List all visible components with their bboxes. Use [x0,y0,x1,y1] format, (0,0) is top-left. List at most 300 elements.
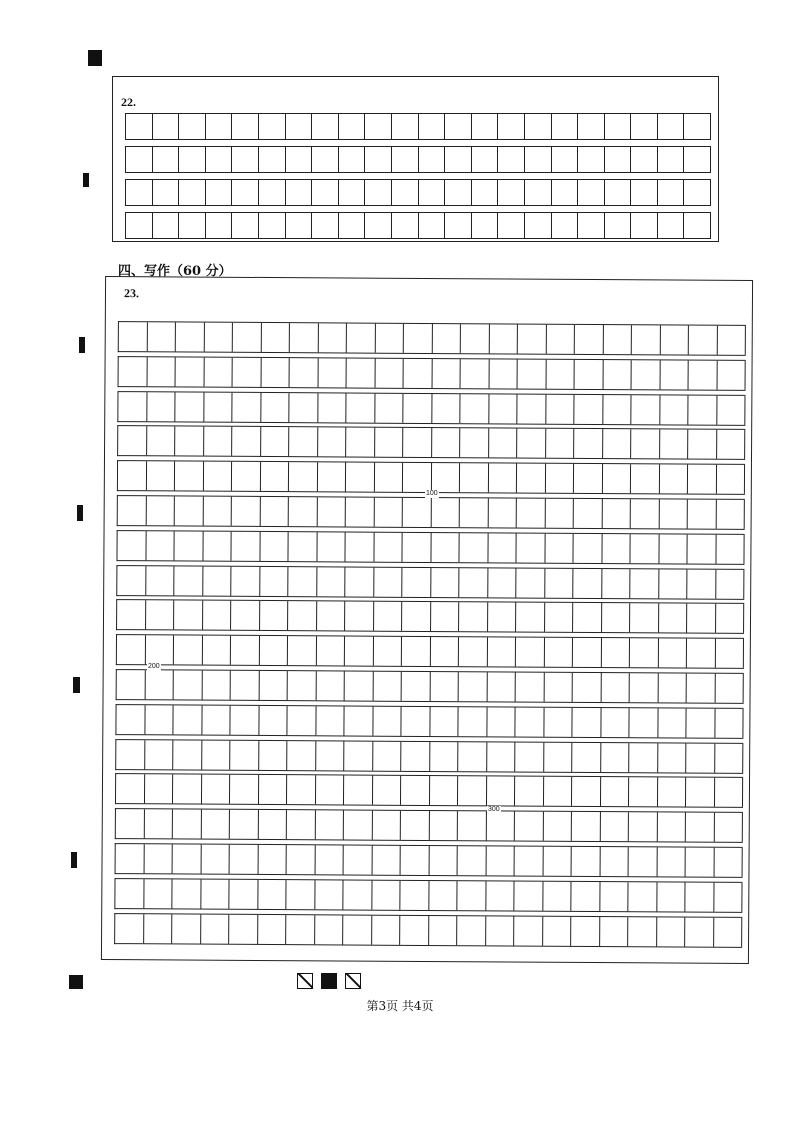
grid-cell[interactable] [545,499,574,528]
grid-cell[interactable] [605,114,632,139]
grid-cell[interactable] [603,360,632,389]
grid-cell[interactable] [116,844,145,873]
grid-cell[interactable] [343,915,372,944]
grid-cell[interactable] [204,357,233,386]
grid-cell[interactable] [173,810,202,839]
grid-cell[interactable] [175,496,204,525]
grid-cell[interactable] [231,601,260,630]
grid-cell[interactable] [457,881,486,910]
grid-cell[interactable] [488,603,517,632]
grid-cell[interactable] [602,603,631,632]
grid-cell[interactable] [419,180,446,205]
grid-cell[interactable] [574,394,603,423]
grid-cell[interactable] [119,357,148,386]
grid-cell[interactable] [459,672,488,701]
grid-cell[interactable] [602,464,631,493]
grid-cell[interactable] [146,461,175,490]
grid-cell[interactable] [346,393,375,422]
grid-cell[interactable] [118,426,147,455]
grid-cell[interactable] [714,848,743,877]
grid-cell[interactable] [660,325,689,354]
grid-cell[interactable] [687,604,716,633]
grid-cell[interactable] [118,496,147,525]
grid-cell[interactable] [600,917,629,946]
grid-cell[interactable] [316,671,345,700]
grid-cell[interactable] [259,180,286,205]
grid-cell[interactable] [339,213,366,238]
grid-cell[interactable] [288,567,317,596]
grid-cell[interactable] [174,531,203,560]
grid-cell[interactable] [515,847,544,876]
grid-cell[interactable] [392,180,419,205]
grid-cell[interactable] [317,532,346,561]
grid-cell[interactable] [543,847,572,876]
grid-cell[interactable] [403,393,432,422]
grid-cell[interactable] [631,147,658,172]
grid-cell[interactable] [687,569,716,598]
grid-cell[interactable] [117,670,146,699]
grid-cell[interactable] [403,498,432,527]
grid-cell[interactable] [202,705,231,734]
grid-cell[interactable] [374,532,403,561]
grid-cell[interactable] [315,915,344,944]
grid-cell[interactable] [543,777,572,806]
grid-cell[interactable] [660,430,689,459]
grid-cell[interactable] [147,427,176,456]
grid-cell[interactable] [460,463,489,492]
grid-cell[interactable] [260,601,289,630]
grid-cell[interactable] [515,742,544,771]
grid-cell[interactable] [288,602,317,631]
grid-cell[interactable] [630,673,659,702]
grid-cell[interactable] [173,775,202,804]
grid-cell[interactable] [545,568,574,597]
grid-cell[interactable] [345,637,374,666]
grid-cell[interactable] [515,777,544,806]
grid-cell[interactable] [286,880,315,909]
grid-cell[interactable] [572,742,601,771]
grid-cell[interactable] [403,463,432,492]
grid-cell[interactable] [286,114,313,139]
grid-cell[interactable] [605,147,632,172]
grid-cell[interactable] [631,213,658,238]
grid-cell[interactable] [432,324,461,353]
grid-cell[interactable] [544,707,573,736]
grid-cell[interactable] [117,600,146,629]
grid-cell[interactable] [400,915,429,944]
grid-cell[interactable] [684,147,711,172]
grid-cell[interactable] [458,777,487,806]
grid-cell[interactable] [658,114,685,139]
grid-cell[interactable] [686,708,715,737]
grid-cell[interactable] [287,845,316,874]
grid-cell[interactable] [419,114,446,139]
grid-cell[interactable] [573,603,602,632]
grid-cell[interactable] [472,114,499,139]
grid-cell[interactable] [517,394,546,423]
grid-cell[interactable] [552,213,579,238]
grid-cell[interactable] [146,531,175,560]
grid-cell[interactable] [401,846,430,875]
grid-cell[interactable] [374,498,403,527]
grid-cell[interactable] [230,740,259,769]
grid-cell[interactable] [543,881,572,910]
grid-cell[interactable] [116,809,145,838]
grid-cell[interactable] [603,429,632,458]
grid-cell[interactable] [429,811,458,840]
grid-cell[interactable] [232,392,261,421]
grid-cell[interactable] [658,180,685,205]
grid-cell[interactable] [600,812,629,841]
grid-cell[interactable] [684,180,711,205]
grid-cell[interactable] [459,568,488,597]
grid-cell[interactable] [259,636,288,665]
grid-cell[interactable] [545,533,574,562]
grid-cell[interactable] [458,846,487,875]
grid-cell[interactable] [287,810,316,839]
grid-cell[interactable] [717,395,746,424]
grid-cell[interactable] [630,569,659,598]
grid-cell[interactable] [514,916,543,945]
grid-cell[interactable] [657,813,686,842]
grid-cell[interactable] [147,357,176,386]
grid-cell[interactable] [259,147,286,172]
grid-cell[interactable] [318,393,347,422]
grid-cell[interactable] [401,741,430,770]
grid-cell[interactable] [144,844,173,873]
grid-cell[interactable] [230,775,259,804]
grid-cell[interactable] [365,147,392,172]
grid-cell[interactable] [118,392,147,421]
grid-cell[interactable] [373,706,402,735]
grid-cell[interactable] [146,601,175,630]
grid-cell[interactable] [717,430,746,459]
grid-cell[interactable] [174,601,203,630]
grid-cell[interactable] [629,743,658,772]
grid-cell[interactable] [632,325,661,354]
grid-cell[interactable] [603,395,632,424]
grid-cell[interactable] [259,213,286,238]
grid-cell[interactable] [288,671,317,700]
writing-grid-23[interactable] [114,321,746,955]
grid-cell[interactable] [687,674,716,703]
grid-cell[interactable] [525,180,552,205]
grid-cell[interactable] [571,882,600,911]
grid-cell[interactable] [204,323,233,352]
grid-cell[interactable] [317,602,346,631]
grid-cell[interactable] [572,812,601,841]
grid-cell[interactable] [544,742,573,771]
grid-cell[interactable] [318,358,347,387]
grid-cell[interactable] [345,567,374,596]
grid-cell[interactable] [339,147,366,172]
grid-cell[interactable] [372,880,401,909]
grid-cell[interactable] [179,180,206,205]
grid-cell[interactable] [347,358,376,387]
grid-cell[interactable] [552,180,579,205]
grid-cell[interactable] [543,812,572,841]
grid-cell[interactable] [486,916,515,945]
grid-cell[interactable] [716,604,745,633]
grid-cell[interactable] [374,463,403,492]
grid-cell[interactable] [459,603,488,632]
grid-cell[interactable] [578,114,605,139]
grid-cell[interactable] [716,535,745,564]
grid-cell[interactable] [716,500,745,529]
grid-cell[interactable] [686,813,715,842]
grid-cell[interactable] [203,462,232,491]
grid-cell[interactable] [688,395,717,424]
grid-cell[interactable] [116,774,145,803]
grid-cell[interactable] [317,567,346,596]
grid-cell[interactable] [115,879,144,908]
grid-cell[interactable] [401,811,430,840]
grid-cell[interactable] [600,882,629,911]
grid-cell[interactable] [629,847,658,876]
grid-cell[interactable] [392,213,419,238]
grid-cell[interactable] [629,812,658,841]
grid-cell[interactable] [179,147,206,172]
grid-cell[interactable] [175,392,204,421]
grid-cell[interactable] [601,673,630,702]
grid-cell[interactable] [572,847,601,876]
grid-cell[interactable] [574,464,603,493]
grid-cell[interactable] [203,497,232,526]
grid-cell[interactable] [432,428,461,457]
grid-cell[interactable] [372,776,401,805]
grid-cell[interactable] [233,358,262,387]
grid-cell[interactable] [176,322,205,351]
grid-cell[interactable] [460,498,489,527]
grid-cell[interactable] [286,915,315,944]
grid-cell[interactable] [147,322,176,351]
grid-cell[interactable] [429,846,458,875]
grid-cell[interactable] [117,531,146,560]
grid-cell[interactable] [230,810,259,839]
grid-cell[interactable] [659,604,688,633]
grid-cell[interactable] [312,114,339,139]
grid-cell[interactable] [578,213,605,238]
grid-cell[interactable] [686,778,715,807]
grid-cell[interactable] [572,777,601,806]
grid-cell[interactable] [660,360,689,389]
grid-cell[interactable] [230,845,259,874]
grid-cell[interactable] [689,360,718,389]
grid-cell[interactable] [689,326,718,355]
grid-cell[interactable] [601,638,630,667]
grid-cell[interactable] [260,567,289,596]
grid-cell[interactable] [578,147,605,172]
grid-cell[interactable] [144,809,173,838]
grid-cell[interactable] [660,395,689,424]
grid-cell[interactable] [289,497,318,526]
grid-cell[interactable] [345,602,374,631]
grid-cell[interactable] [458,742,487,771]
grid-cell[interactable] [173,844,202,873]
grid-cell[interactable] [515,707,544,736]
grid-cell[interactable] [229,914,258,943]
grid-cell[interactable] [365,213,392,238]
grid-cell[interactable] [145,740,174,769]
grid-cell[interactable] [126,213,153,238]
grid-cell[interactable] [206,114,233,139]
grid-cell[interactable] [315,880,344,909]
grid-cell[interactable] [515,812,544,841]
grid-cell[interactable] [288,532,317,561]
grid-cell[interactable] [375,393,404,422]
grid-cell[interactable] [173,740,202,769]
grid-cell[interactable] [175,462,204,491]
grid-cell[interactable] [631,114,658,139]
grid-cell[interactable] [552,114,579,139]
grid-cell[interactable] [206,213,233,238]
grid-cell[interactable] [684,114,711,139]
grid-cell[interactable] [486,846,515,875]
grid-cell[interactable] [153,213,180,238]
grid-cell[interactable] [546,360,575,389]
grid-cell[interactable] [544,673,573,702]
grid-cell[interactable] [459,533,488,562]
grid-cell[interactable] [514,881,543,910]
grid-cell[interactable] [659,569,688,598]
grid-cell[interactable] [119,322,148,351]
grid-cell[interactable] [486,777,515,806]
grid-cell[interactable] [488,568,517,597]
grid-cell[interactable] [458,707,487,736]
grid-cell[interactable] [402,533,431,562]
grid-cell[interactable] [286,147,313,172]
grid-cell[interactable] [153,114,180,139]
grid-cell[interactable] [115,914,144,943]
grid-cell[interactable] [153,180,180,205]
grid-cell[interactable] [486,881,515,910]
grid-cell[interactable] [546,325,575,354]
grid-cell[interactable] [404,359,433,388]
grid-cell[interactable] [312,213,339,238]
grid-cell[interactable] [260,532,289,561]
grid-cell[interactable] [552,147,579,172]
grid-cell[interactable] [458,811,487,840]
grid-cell[interactable] [372,915,401,944]
grid-cell[interactable] [688,500,717,529]
grid-cell[interactable] [658,743,687,772]
grid-cell[interactable] [312,180,339,205]
grid-cell[interactable] [628,917,657,946]
grid-cell[interactable] [203,531,232,560]
grid-cell[interactable] [344,741,373,770]
grid-cell[interactable] [258,775,287,804]
grid-cell[interactable] [573,673,602,702]
grid-cell[interactable] [144,775,173,804]
grid-cell[interactable] [203,601,232,630]
grid-cell[interactable] [259,114,286,139]
grid-cell[interactable] [346,497,375,526]
grid-cell[interactable] [231,532,260,561]
grid-cell[interactable] [179,213,206,238]
grid-cell[interactable] [630,534,659,563]
grid-cell[interactable] [347,323,376,352]
grid-cell[interactable] [631,464,660,493]
grid-cell[interactable] [365,180,392,205]
grid-cell[interactable] [232,180,259,205]
grid-cell[interactable] [543,916,572,945]
grid-cell[interactable] [602,534,631,563]
grid-cell[interactable] [573,638,602,667]
grid-cell[interactable] [658,639,687,668]
grid-cell[interactable] [602,499,631,528]
grid-cell[interactable] [516,638,545,667]
grid-cell[interactable] [258,880,287,909]
grid-cell[interactable] [605,213,632,238]
grid-cell[interactable] [404,324,433,353]
grid-cell[interactable] [402,672,431,701]
grid-cell[interactable] [401,707,430,736]
grid-cell[interactable] [605,180,632,205]
grid-cell[interactable] [659,499,688,528]
grid-cell[interactable] [487,672,516,701]
grid-cell[interactable] [201,810,230,839]
grid-cell[interactable] [714,883,743,912]
grid-cell[interactable] [175,427,204,456]
grid-cell[interactable] [153,147,180,172]
grid-cell[interactable] [261,323,290,352]
grid-cell[interactable] [659,465,688,494]
grid-cell[interactable] [392,114,419,139]
grid-cell[interactable] [632,360,661,389]
grid-cell[interactable] [472,147,499,172]
grid-cell[interactable] [318,323,347,352]
grid-cell[interactable] [460,429,489,458]
grid-cell[interactable] [232,427,261,456]
grid-cell[interactable] [686,743,715,772]
grid-cell[interactable] [603,325,632,354]
grid-cell[interactable] [600,847,629,876]
grid-cell[interactable] [318,428,347,457]
grid-cell[interactable] [344,706,373,735]
grid-cell[interactable] [429,881,458,910]
grid-cell[interactable] [517,499,546,528]
grid-cell[interactable] [288,636,317,665]
grid-cell[interactable] [687,534,716,563]
grid-cell[interactable] [116,740,145,769]
grid-cell[interactable] [201,879,230,908]
grid-cell[interactable] [145,635,174,664]
grid-cell[interactable] [489,324,518,353]
grid-cell[interactable] [317,497,346,526]
grid-cell[interactable] [488,533,517,562]
grid-cell[interactable] [179,114,206,139]
grid-cell[interactable] [290,323,319,352]
grid-cell[interactable] [431,463,460,492]
grid-cell[interactable] [118,461,147,490]
grid-cell[interactable] [432,394,461,423]
grid-cell[interactable] [630,638,659,667]
grid-cell[interactable] [429,916,458,945]
grid-cell[interactable] [402,602,431,631]
grid-cell[interactable] [173,705,202,734]
grid-cell[interactable] [571,916,600,945]
grid-cell[interactable] [600,777,629,806]
writing-grid-22[interactable] [125,113,711,239]
grid-cell[interactable] [686,848,715,877]
grid-cell[interactable] [373,637,402,666]
grid-cell[interactable] [316,741,345,770]
grid-cell[interactable] [258,810,287,839]
grid-cell[interactable] [402,567,431,596]
grid-cell[interactable] [201,845,230,874]
grid-cell[interactable] [601,743,630,772]
grid-cell[interactable] [657,917,686,946]
